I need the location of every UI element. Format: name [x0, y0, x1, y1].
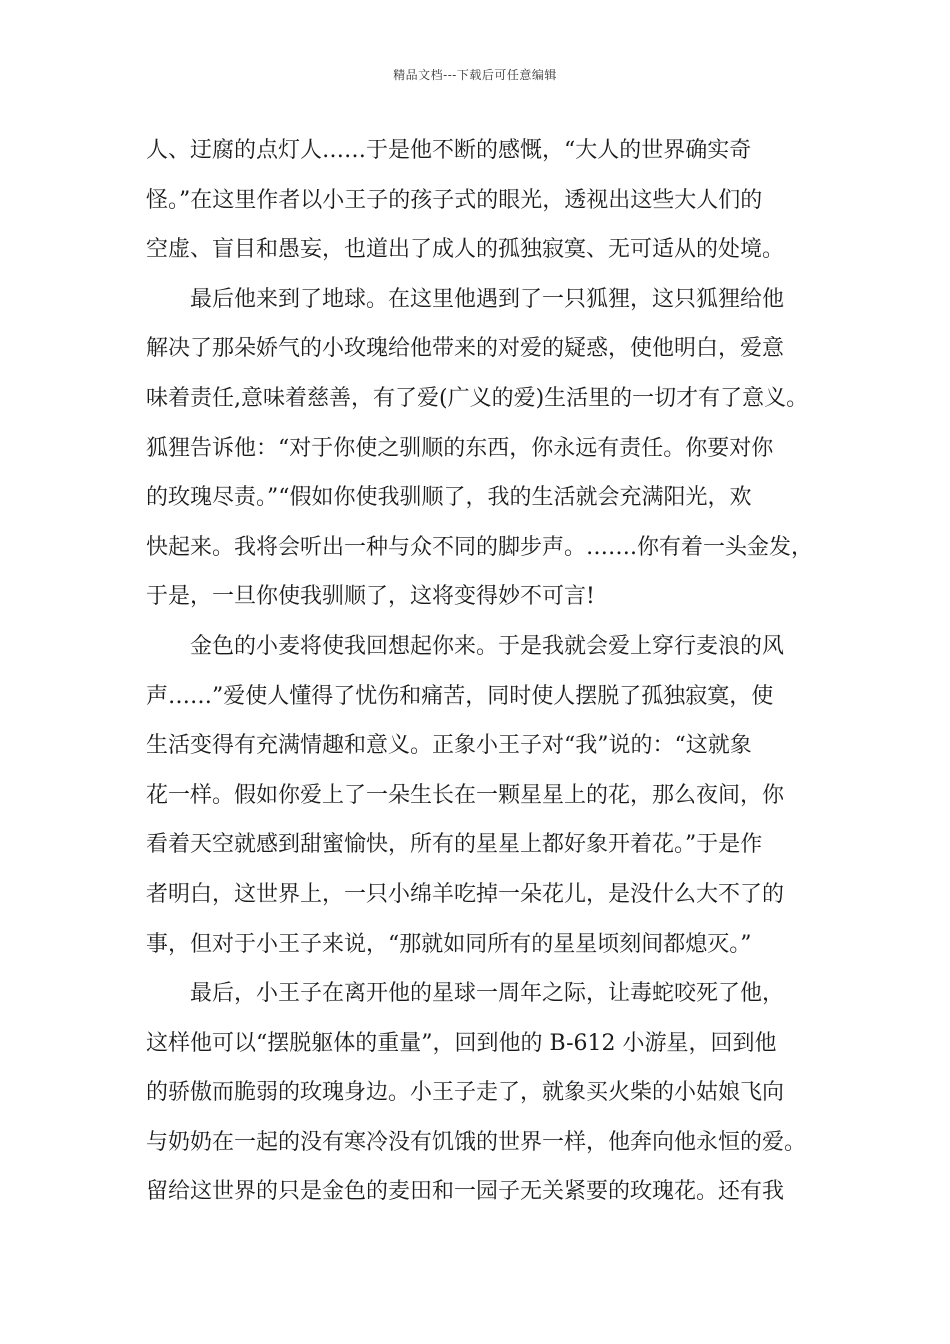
- text-line: 最后，小王子在离开他的星球一周年之际，让毒蛇咬死了他，: [190, 981, 785, 1007]
- text-line: 声……”爱使人懂得了忧伤和痛苦，同时使人摆脱了孤独寂寞，使: [146, 683, 774, 709]
- text-line: 最后他来到了地球。在这里他遇到了一只狐狸，这只狐狸给他: [190, 286, 785, 312]
- text-line: 看着天空就感到甜蜜愉快，所有的星星上都好象开着花。”于是作: [146, 832, 763, 858]
- text-line: 者明白，这世界上，一只小绵羊吃掉一朵花儿，是没什么大不了的: [146, 881, 785, 907]
- body-text: [146, 130, 813, 1221]
- page-header: 精品文档---下载后可任意编辑: [393, 68, 557, 82]
- text-line: 人、迂腐的点灯人……于是他不断的感慨，“大人的世界确实奇: [146, 138, 752, 163]
- text-line: 与奶奶在一起的没有寒冷没有饥饿的世界一样，他奔向他永恒的爱。: [146, 1129, 807, 1155]
- text-line: 解决了那朵娇气的小玫瑰给他带来的对爱的疑惑，使他明白，爱意: [146, 336, 785, 362]
- text-line: 花一样。假如你爱上了一朵生长在一颗星星上的花，那么夜间，你: [146, 782, 785, 808]
- text-line: 快起来。我将会听出一种与众不同的脚步声。…….你有着一头金发，: [146, 534, 813, 560]
- text-line: 狐狸告诉他：“对于你使之驯顺的东西，你永远有责任。你要对你: [146, 435, 774, 461]
- text-line: 味着责任,意味着慈善，有了爱(广义的爱)生活里的一切才有了意义。: [146, 385, 809, 411]
- text-line: 金色的小麦将使我回想起你来。于是我就会爱上穿行麦浪的风: [190, 633, 785, 659]
- text-line: 于是，一旦你使我驯顺了，这将变得妙不可言!: [146, 584, 595, 610]
- text-line: 这样他可以“摆脱躯体的重量”，回到他的 B-612 小游星，回到他: [146, 1030, 777, 1056]
- text-line: 空虚、盲目和愚妄，也道出了成人的孤独寂寞、无可适从的处境。: [146, 237, 785, 263]
- text-line: 事，但对于小王子来说，“那就如同所有的星星顷刻间都熄灭。”: [146, 931, 752, 957]
- text-line: 留给这世界的只是金色的麦田和一园子无关紧要的玫瑰花。还有我: [146, 1179, 785, 1205]
- text-line: 的骄傲而脆弱的玫瑰身边。小王子走了，就象买火柴的小姑娘飞向: [146, 1080, 785, 1106]
- text-line: 的玫瑰尽责。”“假如你使我驯顺了，我的生活就会充满阳光，欢: [146, 485, 752, 511]
- text-line: 怪。”在这里作者以小王子的孩子式的眼光，透视出这些大人们的: [146, 187, 763, 213]
- text-line: 生活变得有充满情趣和意义。正象小王子对“我”说的：“这就象: [146, 733, 752, 759]
